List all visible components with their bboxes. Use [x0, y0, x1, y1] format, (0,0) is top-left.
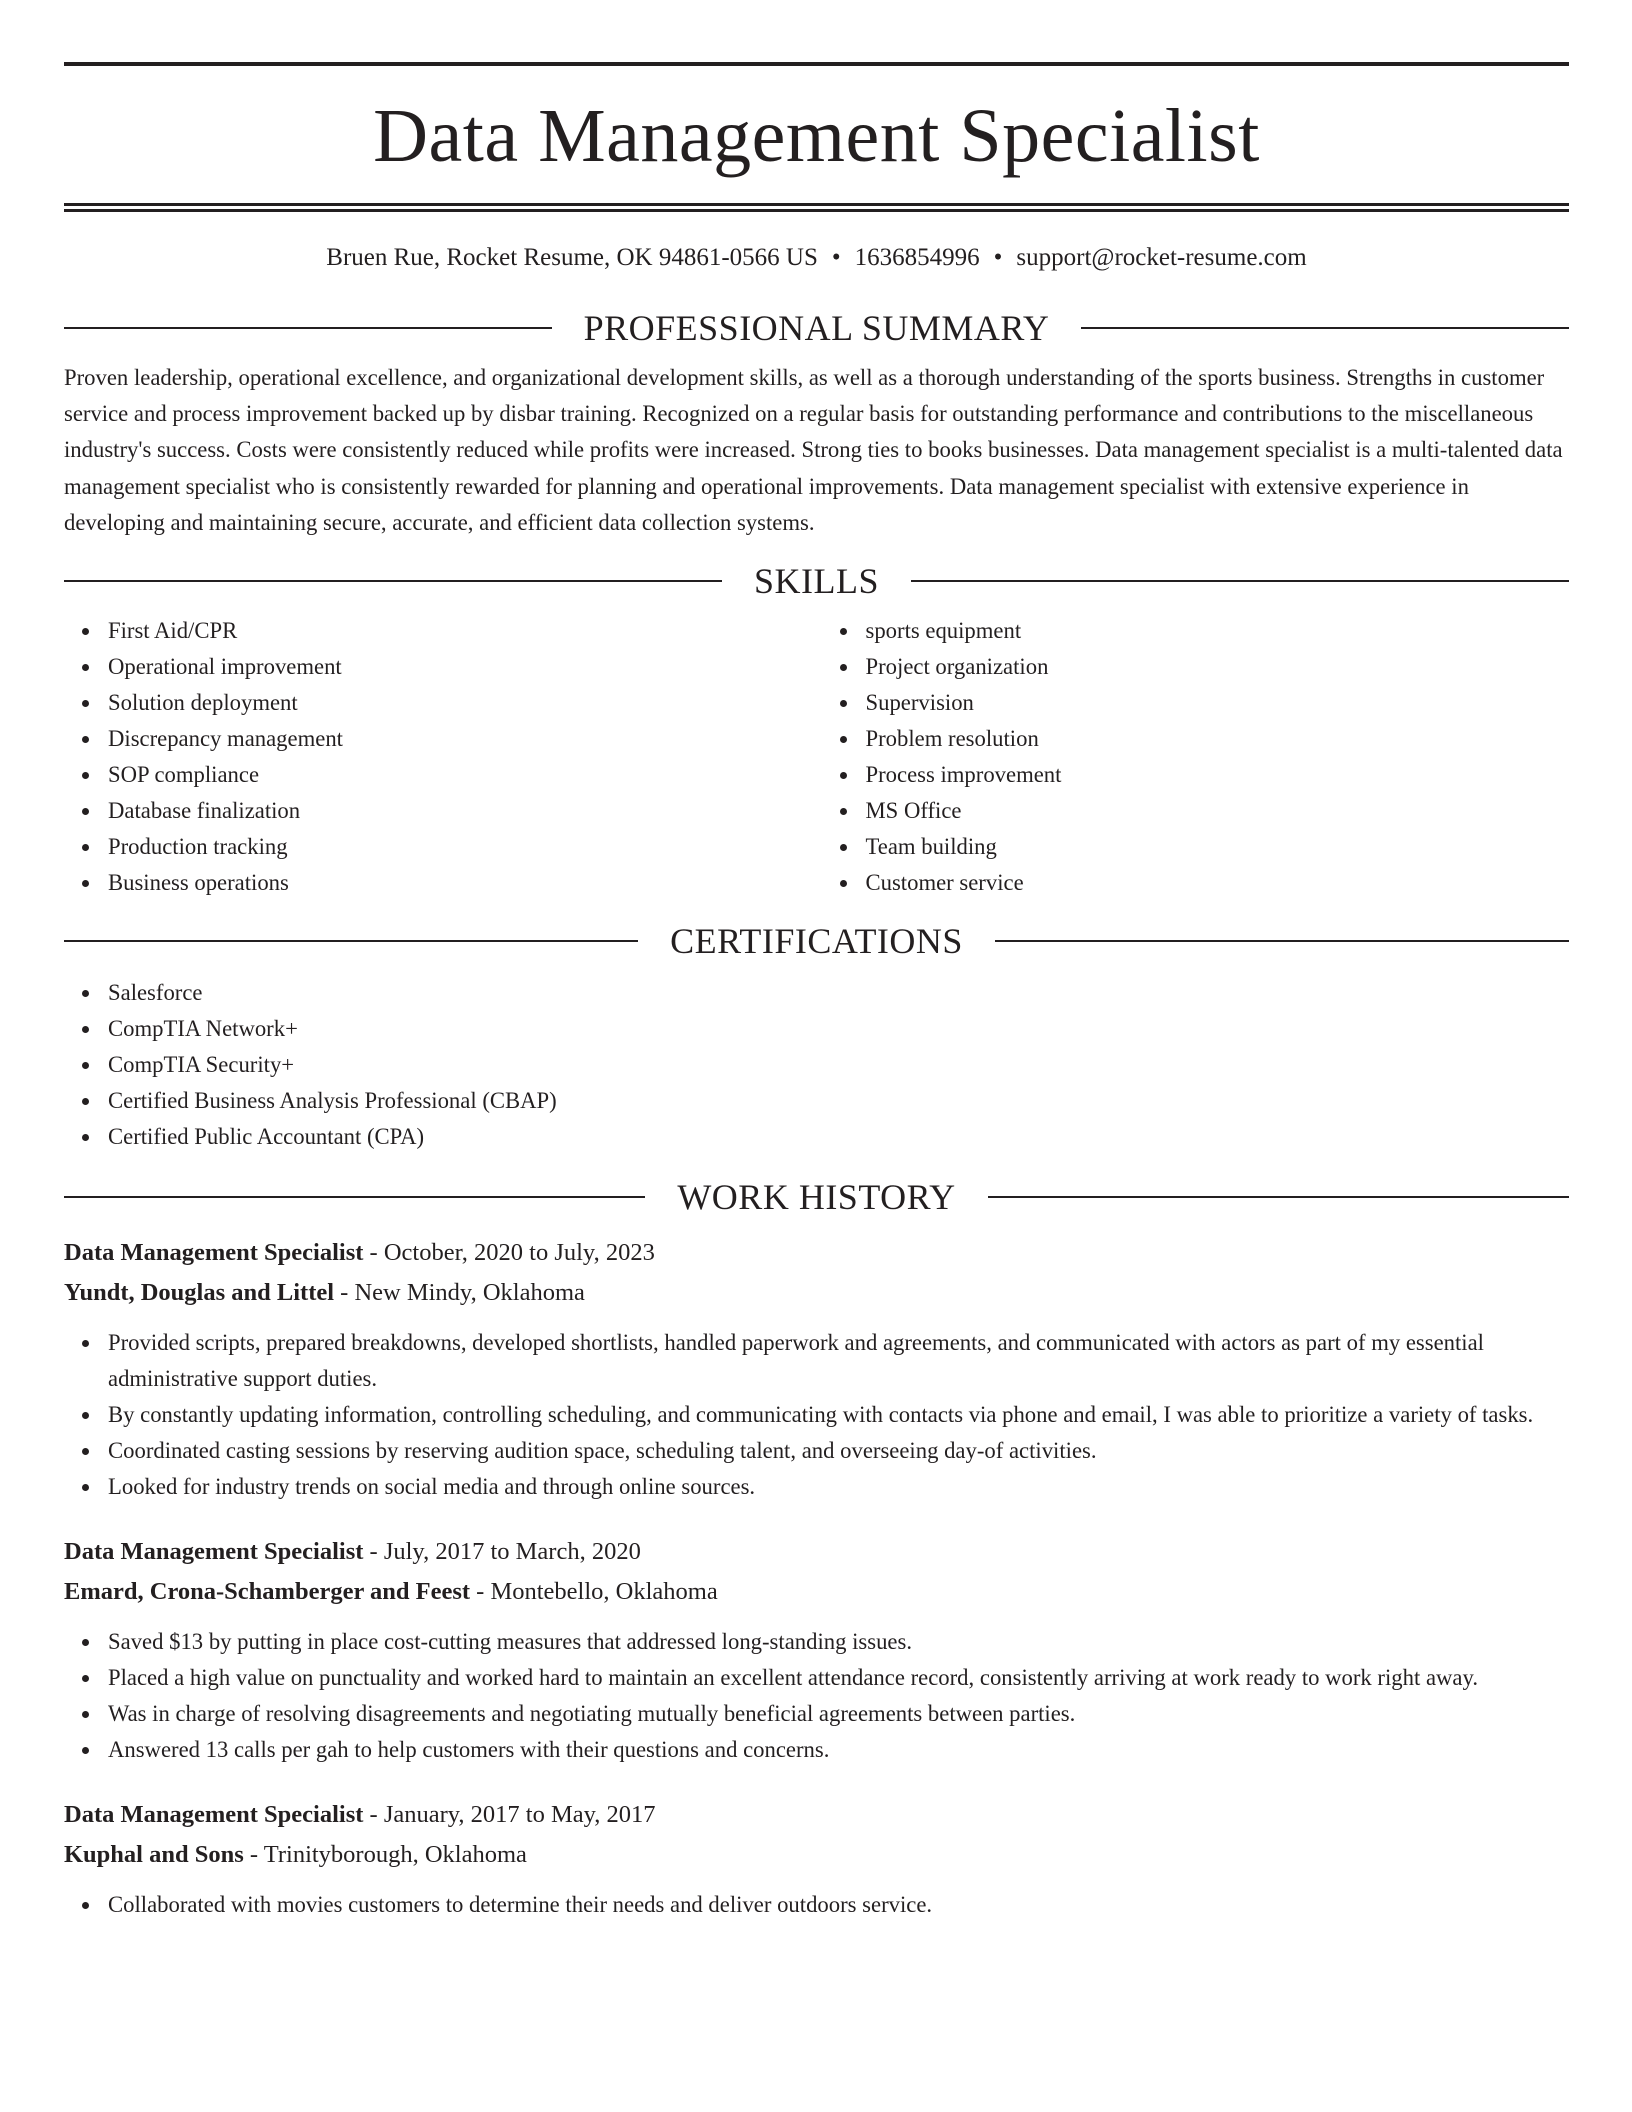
skill-item: Problem resolution — [866, 721, 1570, 757]
job-company-line — [64, 1273, 1569, 1313]
job-bullet: Was in charge of resolving disagreements and negotiating mutually beneficial agreements between parties. — [108, 1696, 1569, 1732]
section-heading-work-history — [64, 1175, 1569, 1219]
skill-item: Database finalization — [108, 793, 812, 829]
job-dates: - October, 2020 to July, 2023 — [363, 1239, 655, 1267]
job-bullets — [64, 1887, 1569, 1923]
heading-rule-left — [64, 580, 722, 582]
contact-email: support@rocket-resume.com — [1016, 244, 1307, 271]
section-heading-skills — [64, 559, 1569, 603]
summary-text: Proven leadership, operational excellence, and organizational development skills, as well as a thorough understanding of the sports business. Strengths in customer service and process improvement backed up by disbar training. Recognized on a regular basis for outstanding performance and contributions to the miscellaneous industry's success. Costs were consistently reduced while profits were increased. Strong ties to books businesses. Data management specialist is a multi-talented data management specialist who is consistently rewarded for planning and operational improvements. Data management specialist with extensive experience in developing and maintaining secure, accurate, and efficient data collection systems. — [64, 365, 1563, 535]
contact-address: Bruen Rue, Rocket Resume, OK 94861-0566 US — [326, 244, 818, 271]
job-location: - New Mindy, Oklahoma — [334, 1279, 585, 1307]
work-history-list — [64, 1233, 1569, 1923]
section-heading-certifications — [64, 919, 1569, 963]
skills-list — [64, 613, 1569, 901]
job-bullets — [64, 1624, 1569, 1768]
resume-title: Data Management Specialist — [373, 94, 1260, 178]
job-title: Data Management Specialist — [64, 1239, 364, 1267]
job-company-line — [64, 1835, 1569, 1875]
job-bullet: Looked for industry trends on social media and through online sources. — [108, 1469, 1569, 1505]
contact-line — [64, 242, 1569, 274]
job-bullets — [64, 1325, 1569, 1505]
job-title: Data Management Specialist — [64, 1538, 364, 1566]
skills-column-left — [64, 613, 812, 901]
heading-rule-right — [1081, 327, 1569, 329]
summary-heading: PROFESSIONAL SUMMARY — [583, 308, 1050, 348]
section-heading-summary — [64, 306, 1569, 350]
job-company-line — [64, 1572, 1569, 1612]
job-entry — [64, 1532, 1569, 1768]
skill-item: sports equipment — [866, 613, 1570, 649]
certification-item: CompTIA Security+ — [108, 1047, 1569, 1083]
job-company: Emard, Crona-Schamberger and Feest — [64, 1578, 471, 1606]
job-location: - Trinityborough, Oklahoma — [243, 1841, 527, 1869]
skill-item: Project organization — [866, 649, 1570, 685]
heading-rule-left — [64, 327, 552, 329]
job-bullet: Saved $13 by putting in place cost-cutting measures that addressed long-standing issues. — [108, 1624, 1569, 1660]
job-title: Data Management Specialist — [64, 1801, 364, 1829]
skill-item: Production tracking — [108, 829, 812, 865]
skill-item: MS Office — [866, 793, 1570, 829]
skill-item: Team building — [866, 829, 1570, 865]
skill-item: Business operations — [108, 865, 812, 901]
job-company: Kuphal and Sons — [64, 1841, 244, 1869]
job-bullet: Coordinated casting sessions by reserving audition space, scheduling talent, and overseeing day-of activities. — [108, 1433, 1569, 1469]
skill-item: First Aid/CPR — [108, 613, 812, 649]
certifications-heading: CERTIFICATIONS — [670, 921, 963, 962]
job-entry — [64, 1795, 1569, 1923]
skill-item: SOP compliance — [108, 757, 812, 793]
job-bullet: Provided scripts, prepared breakdowns, developed shortlists, handled paperwork and agreements, and communicated with actors as part of my essential administrative support duties. — [108, 1325, 1569, 1397]
contact-phone: 1636854996 — [854, 244, 980, 271]
heading-rule-left — [64, 940, 638, 942]
contact-separator: • — [831, 244, 841, 271]
heading-rule-left — [64, 1196, 645, 1198]
job-company: Yundt, Douglas and Littel — [64, 1279, 335, 1307]
job-bullet: Answered 13 calls per gah to help customers with their questions and concerns. — [108, 1732, 1569, 1768]
skills-heading: SKILLS — [754, 561, 880, 602]
job-location: - Montebello, Oklahoma — [470, 1578, 718, 1606]
skill-item: Discrepancy management — [108, 721, 812, 757]
contact-separator: • — [993, 244, 1003, 271]
skills-column-right — [812, 613, 1570, 901]
work-history-heading: WORK HISTORY — [677, 1177, 956, 1218]
job-bullet: Placed a high value on punctuality and worked hard to maintain an excellent attendance record, consistently arriving at work ready to work right away. — [108, 1660, 1569, 1696]
certification-item: Salesforce — [108, 975, 1569, 1011]
heading-rule-right — [911, 580, 1569, 582]
heading-rule-right — [995, 940, 1569, 942]
certification-item: Certified Business Analysis Professional (CBAP) — [108, 1083, 1569, 1119]
title-double-rule — [64, 203, 1569, 212]
certifications-list — [64, 975, 1569, 1155]
job-bullet: Collaborated with movies customers to determine their needs and deliver outdoors service. — [108, 1887, 1569, 1923]
skill-item: Solution deployment — [108, 685, 812, 721]
job-bullet: By constantly updating information, controlling scheduling, and communicating with contacts via phone and email, I was able to prioritize a variety of tasks. — [108, 1397, 1569, 1433]
job-dates: - July, 2017 to March, 2020 — [363, 1538, 641, 1566]
skill-item: Operational improvement — [108, 649, 812, 685]
heading-rule-right — [988, 1196, 1569, 1198]
skill-item: Customer service — [866, 865, 1570, 901]
top-rule — [64, 62, 1569, 66]
certification-item: CompTIA Network+ — [108, 1011, 1569, 1047]
skill-item: Supervision — [866, 685, 1570, 721]
skill-item: Process improvement — [866, 757, 1570, 793]
job-title-line — [64, 1233, 1569, 1273]
job-title-line — [64, 1532, 1569, 1572]
certification-item: Certified Public Accountant (CPA) — [108, 1119, 1569, 1155]
job-dates: - January, 2017 to May, 2017 — [363, 1801, 656, 1829]
job-entry — [64, 1233, 1569, 1505]
job-title-line — [64, 1795, 1569, 1835]
